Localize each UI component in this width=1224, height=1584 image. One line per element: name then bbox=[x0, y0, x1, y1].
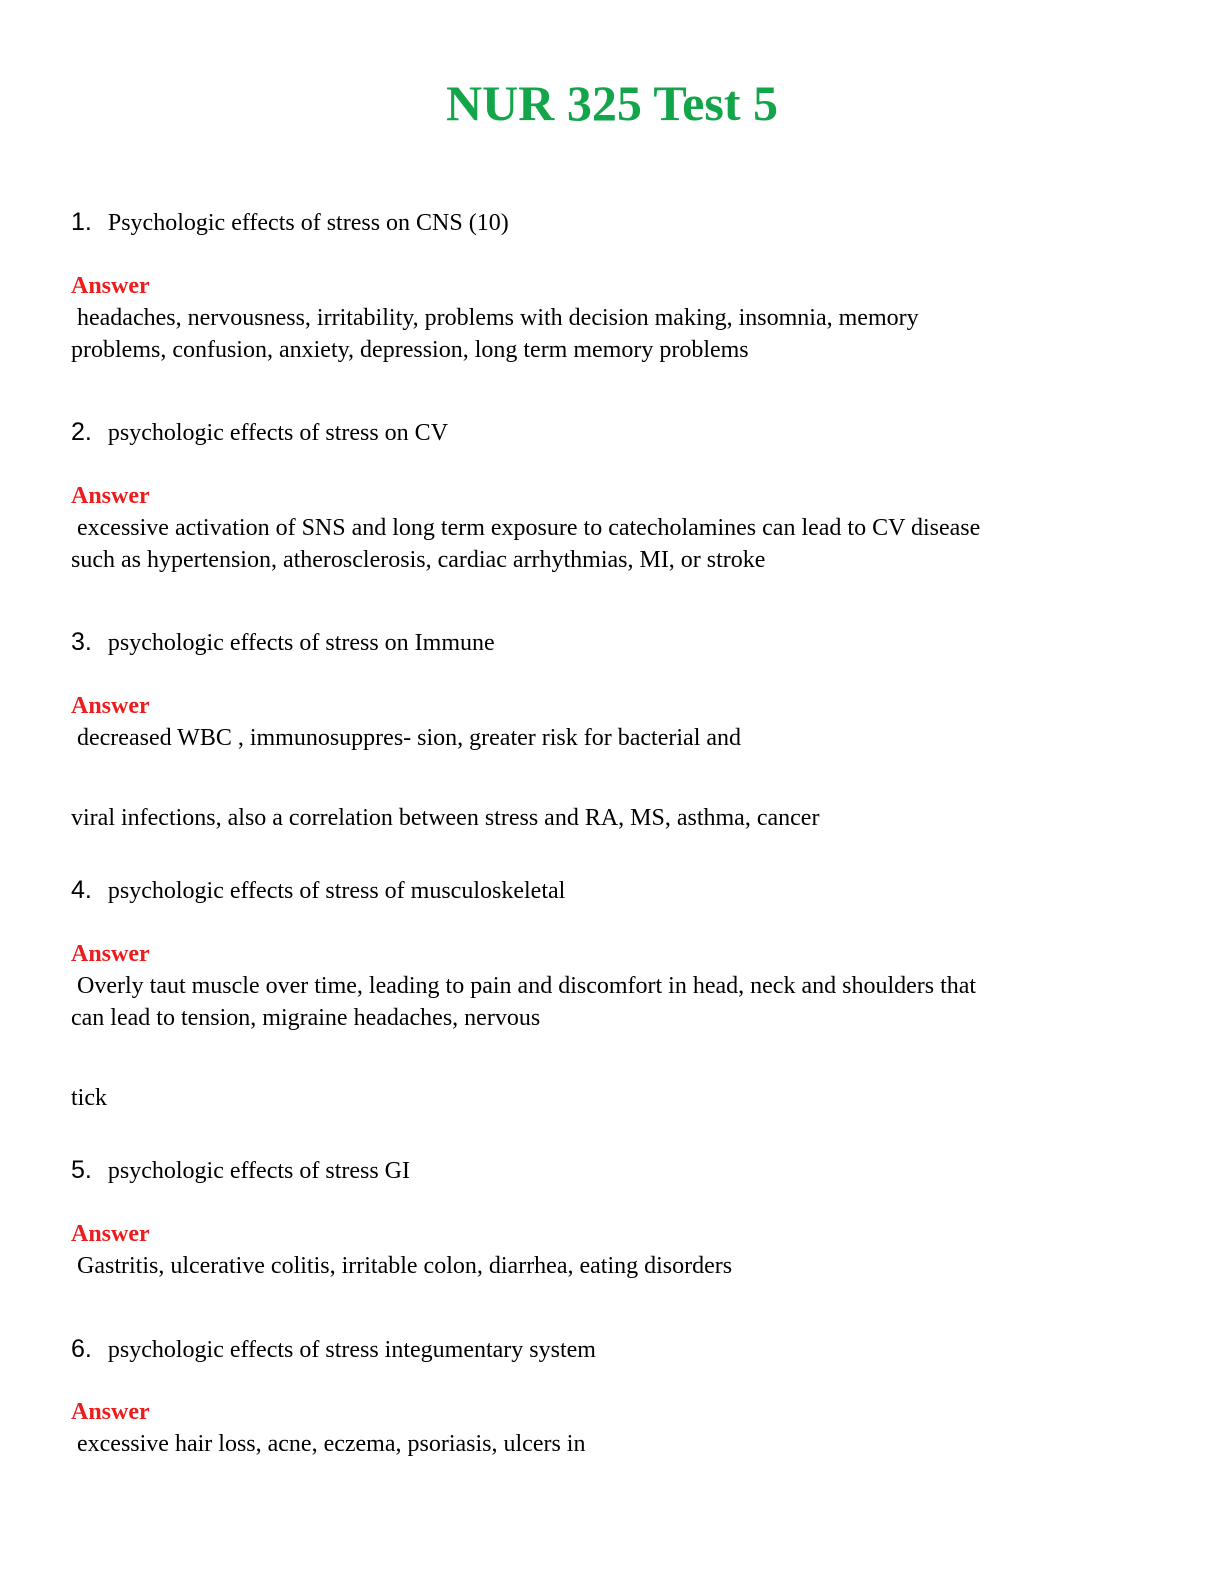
answer-text bbox=[71, 722, 1151, 754]
answer-text bbox=[71, 1428, 1151, 1460]
answer-text bbox=[71, 1250, 1151, 1282]
answer-label: Answer bbox=[71, 1399, 150, 1425]
answer-text bbox=[71, 970, 1151, 1034]
question-number: 2. bbox=[71, 418, 92, 446]
answer-text bbox=[71, 512, 1151, 576]
answer-line: excessive hair loss, acne, eczema, psoriasis, ulcers in bbox=[71, 1431, 586, 1457]
answer-line: viral infections, also a correlation between stress and RA, MS, asthma, cancer bbox=[71, 805, 820, 831]
answer-line: can lead to tension, migraine headaches, nervous bbox=[71, 1005, 541, 1031]
answer-line: such as hypertension, atherosclerosis, cardiac arrhythmias, MI, or stroke bbox=[71, 547, 766, 573]
question-6 bbox=[71, 1333, 596, 1366]
answer-text bbox=[71, 302, 1151, 366]
answer-label: Answer bbox=[71, 693, 150, 719]
question-text: psychologic effects of stress on Immune bbox=[107, 630, 495, 656]
answer-line: Overly taut muscle over time, leading to pain and discomfort in head, neck and shoulders that bbox=[71, 973, 977, 999]
question-2 bbox=[71, 416, 448, 449]
answer-continuation bbox=[71, 1082, 1151, 1114]
question-5 bbox=[71, 1154, 410, 1187]
question-number: 4. bbox=[71, 876, 92, 904]
question-text: psychologic effects of stress of musculoskeletal bbox=[107, 878, 566, 904]
answer-label: Answer bbox=[71, 273, 150, 299]
answer-label: Answer bbox=[71, 941, 150, 967]
answer-label: Answer bbox=[71, 1221, 150, 1247]
answer-line: excessive activation of SNS and long term exposure to catecholamines can lead to CV disease bbox=[71, 515, 981, 541]
answer-continuation bbox=[71, 802, 1151, 834]
question-number: 1. bbox=[71, 208, 92, 236]
question-number: 5. bbox=[71, 1156, 92, 1184]
answer-line: decreased WBC , immunosuppres- sion, greater risk for bacterial and bbox=[71, 725, 742, 751]
question-text: Psychologic effects of stress on CNS (10) bbox=[107, 210, 509, 236]
question-number: 3. bbox=[71, 628, 92, 656]
question-3 bbox=[71, 626, 495, 659]
answer-line: tick bbox=[71, 1085, 107, 1111]
question-text: psychologic effects of stress integumentary system bbox=[107, 1337, 596, 1363]
question-1 bbox=[71, 206, 509, 239]
document-title: NUR 325 Test 5 bbox=[446, 75, 778, 131]
answer-line: problems, confusion, anxiety, depression, long term memory problems bbox=[71, 337, 749, 363]
question-4 bbox=[71, 874, 565, 907]
question-text: psychologic effects of stress GI bbox=[107, 1158, 411, 1184]
question-text: psychologic effects of stress on CV bbox=[107, 420, 449, 446]
question-number: 6. bbox=[71, 1335, 92, 1363]
answer-line: headaches, nervousness, irritability, problems with decision making, insomnia, memory bbox=[71, 305, 919, 331]
answer-label: Answer bbox=[71, 483, 150, 509]
answer-line: Gastritis, ulcerative colitis, irritable colon, diarrhea, eating disorders bbox=[71, 1253, 733, 1279]
